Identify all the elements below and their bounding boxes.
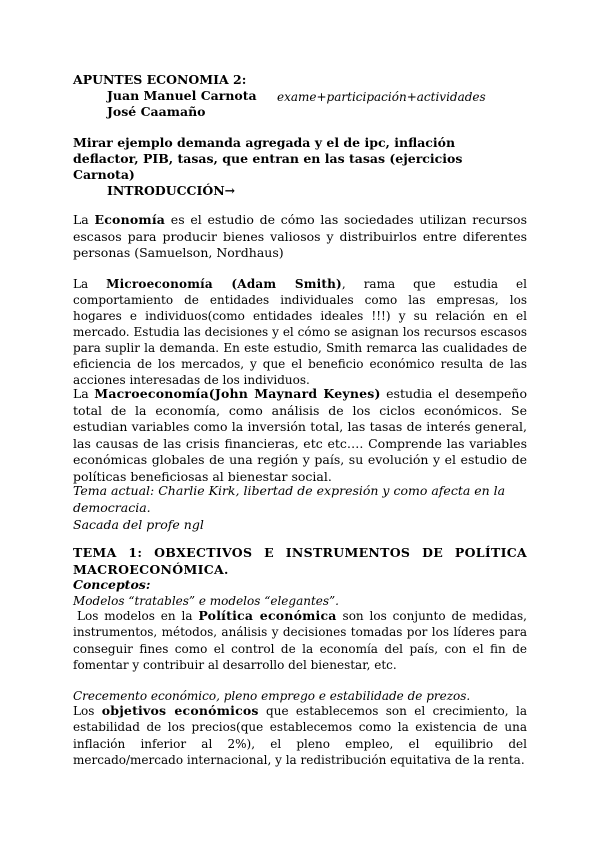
paragraph-microeconomia <box>73 276 527 388</box>
author-name: José Caamaño <box>107 104 206 119</box>
study-note-line: deflactor, PIB, tasas, que entran en las tasas (ejercicios Carnota) <box>73 151 463 182</box>
term-economia: Economía <box>94 212 166 227</box>
text: estudia el desempeño total de la economía, como análisis de los ciclos económicos. Se estudian variables como la inversión total, las tasas de interés general, las causas de las crisis financieras, etc etc…. Comprende las variables económicas globales de una región y país, su evolución y el estudio de políticas beneficiosas al bienestar social. <box>73 386 527 484</box>
current-topic-line: Tema actual: Charlie Kirk, libertad de expresión y como afecta en la democracia. <box>73 483 506 515</box>
text: son los conjunto de medidas, instrumentos, métodos, análisis y decisiones tomadas por los líderes para conseguir fines como el control de la economía del país, con el fin de fomentar y contribuir al desarrollo del bienestar, etc. <box>73 609 527 672</box>
text: que establecemos son el crecimiento, la estabilidad de los precios(que establecemos como la existencia de una inflación inferior al 2%), el pleno empleo, el equilibrio del mercado/mercado internacional, y la redistribución equitativa de la renta. <box>73 704 527 767</box>
text: , rama que estudia el comportamiento de entidades individuales como las empresas, los hogares e individuos(como entidades ideales !!!) y su relación en el mercado. Estudia las decisiones y el cómo se asignan los recursos escasos para suplir la demanda. En este estudio, Smith remarca las cualidades de eficiencia de los mercados, y que el beneficio económico resulta de las acciones interesadas de los individuos. <box>73 277 527 387</box>
term-objetivos-economicos: objetivos económicos <box>101 703 259 718</box>
text: Los <box>73 704 102 718</box>
document-title: APUNTES ECONOMIA 2: <box>73 72 247 87</box>
text: La <box>73 386 95 401</box>
study-note <box>73 135 527 183</box>
paragraph-objetivos <box>73 703 527 768</box>
intro-heading: INTRODUCCIÓN→ <box>107 183 236 198</box>
study-note-line: Mirar ejemplo demanda agregada y el de ipc, inflación <box>73 135 456 150</box>
evaluation-note: exame+participación+actividades <box>277 90 486 104</box>
growth-subheading: Crecemento económico, pleno emprego e estabilidade de prezos. <box>73 689 471 703</box>
term-politica-economica: Política económica <box>198 608 337 623</box>
paragraph-politica-economica <box>73 608 527 673</box>
text: La <box>73 277 107 291</box>
paragraph-economia <box>73 212 527 262</box>
paragraph-macroeconomia <box>73 386 527 485</box>
text: La <box>73 212 95 227</box>
current-topic-note <box>73 482 527 533</box>
concepts-heading: Conceptos: <box>73 577 151 592</box>
current-topic-line: Sacada del profe ngl <box>73 517 204 532</box>
author-name: Juan Manuel Carnota <box>107 88 257 103</box>
term-macroeconomia: Macroeconomía(John Maynard Keynes) <box>94 386 381 401</box>
models-subheading: Modelos “tratables” e modelos “elegantes”. <box>73 594 339 608</box>
section-heading-tema1: TEMA 1: OBXECTIVOS E INSTRUMENTOS DE POLÍTICA MACROECONÓMICA. <box>73 545 527 577</box>
text: Los modelos en la <box>77 609 199 623</box>
term-microeconomia: Microeconomía (Adam Smith) <box>106 277 342 291</box>
text: es el estudio de cómo las sociedades utilizan recursos escasos para producir bienes valiosos y distribuirlos entre diferentes personas (Samuelson, Nordhaus) <box>73 212 527 260</box>
